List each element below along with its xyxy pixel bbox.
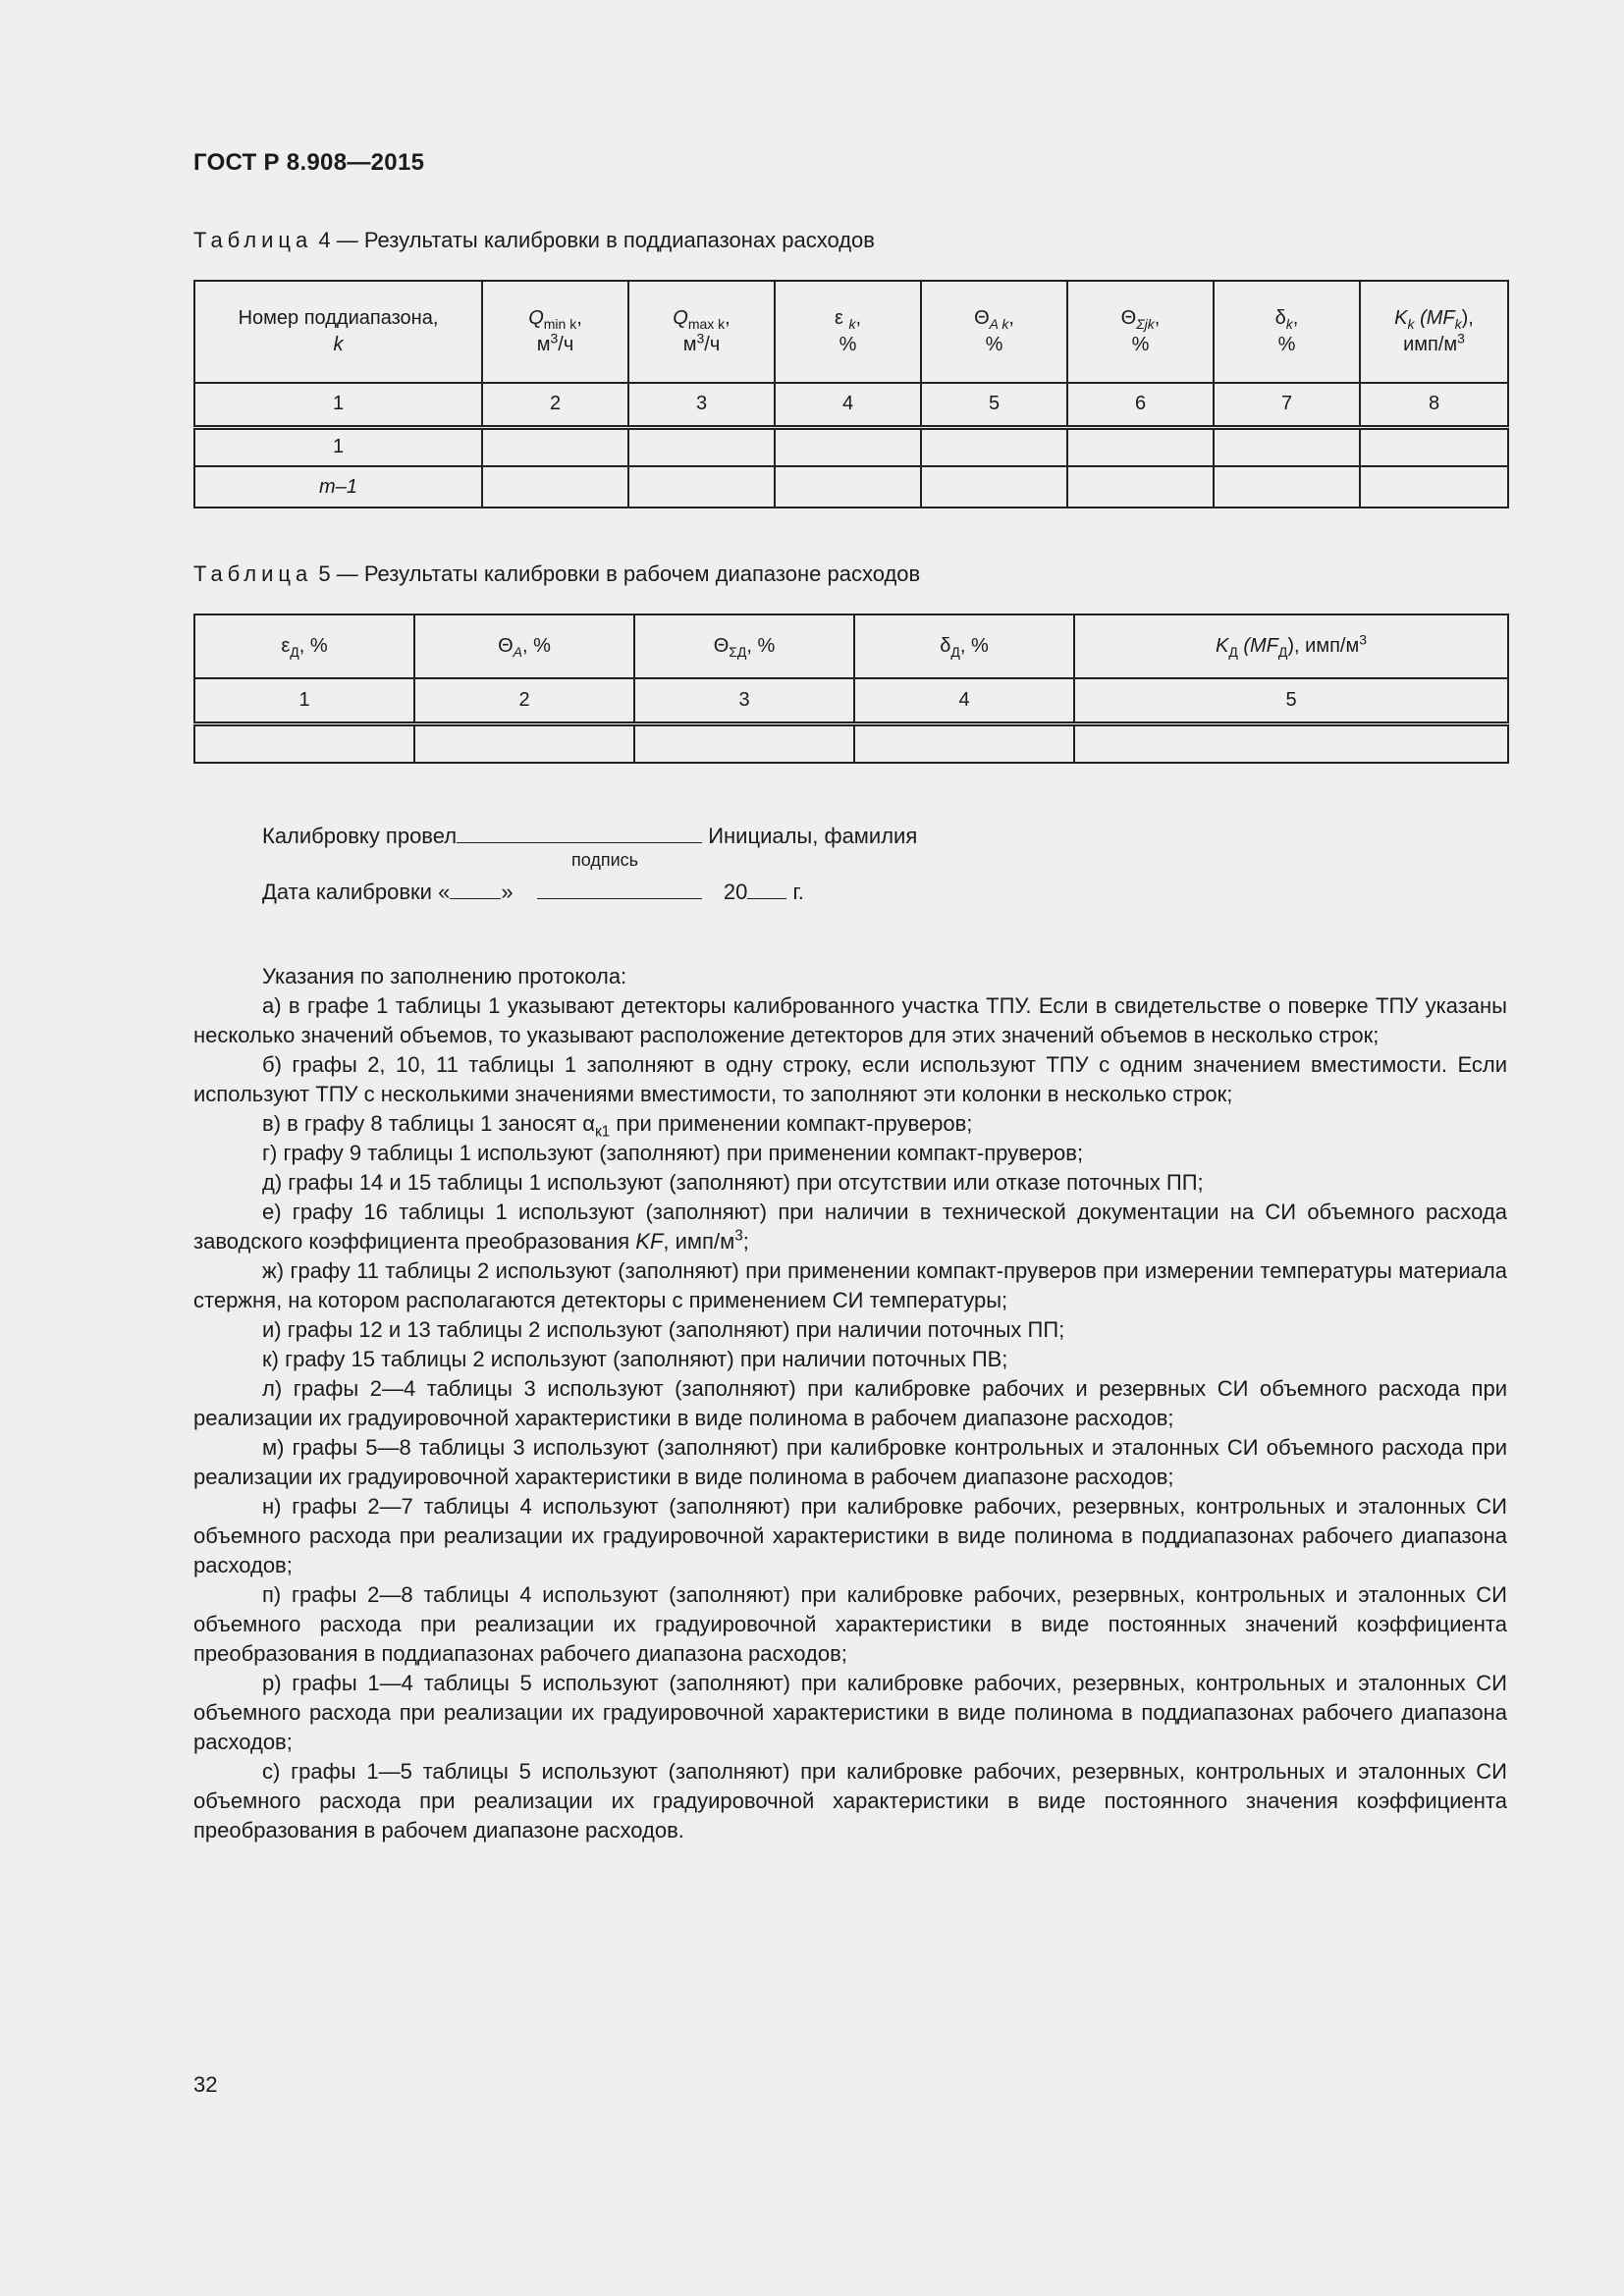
t5-num: 4 xyxy=(854,678,1074,723)
instruction-item: л) графы 2—4 таблицы 3 используют (заполняют) при калибровке рабочих и резервных СИ объемного расхода при реализации их градуировочной характеристики в виде полинома в рабочем диапазоне расходов; xyxy=(193,1376,1507,1430)
empty-cell xyxy=(1214,466,1360,507)
instruction-item: и) графы 12 и 13 таблицы 2 используют (заполняют) при наличии поточных ПП; xyxy=(262,1317,1065,1342)
t4-num: 5 xyxy=(921,383,1067,427)
t4-head-subrange: Номер поддиапазона, k xyxy=(194,281,482,383)
t4-head-epsilon: ε $_k$, % xyxy=(775,281,921,383)
t4-num: 8 xyxy=(1360,383,1508,427)
empty-cell xyxy=(775,427,921,466)
table4-header-row xyxy=(194,281,1508,383)
day-blank xyxy=(450,877,501,899)
empty-cell xyxy=(634,723,854,763)
instruction-item: б) графы 2, 10, 11 таблицы 1 заполняют в одну строку, если используют ТПУ с одним значением вместимости. Если используют ТПУ с несколькими значениями вместимости, то заполняют эти колонки в несколько строк; xyxy=(193,1052,1507,1106)
month-blank xyxy=(537,877,702,899)
signature-blank xyxy=(457,821,702,843)
table5-caption xyxy=(193,561,920,587)
t5-head-delta: $\delta_Д$, % xyxy=(854,614,1074,678)
t4-head-theta-sigma: $\Theta_{\Sigma jk}$, % xyxy=(1067,281,1214,383)
empty-cell xyxy=(1067,466,1214,507)
t4-head-qmin: $Q_{min k}$, $м^3/ч$ xyxy=(482,281,628,383)
table4-number-row xyxy=(194,383,1508,427)
t4-row-label: 1 xyxy=(194,427,482,466)
empty-cell xyxy=(921,427,1067,466)
instruction-item: в) в графу 8 таблицы 1 заносят $\alpha_{к1}$ при применении компакт-пруверов; xyxy=(262,1111,973,1141)
date-label: Дата калибровки « xyxy=(262,880,451,904)
table-row xyxy=(194,427,1508,466)
signature-caption: подпись xyxy=(571,850,639,870)
calibration-date-line: Дата калибровки « » 20 г. xyxy=(262,877,804,905)
t4-num: 2 xyxy=(482,383,628,427)
t4-num: 7 xyxy=(1214,383,1360,427)
table4-caption-text: 4 — Результаты калибровки в поддиапазонах расходов xyxy=(318,228,875,252)
t5-num: 1 xyxy=(194,678,414,723)
empty-cell xyxy=(921,466,1067,507)
t4-num: 4 xyxy=(775,383,921,427)
t5-num: 5 xyxy=(1074,678,1508,723)
table4-caption-word: Таблица xyxy=(193,228,313,252)
table-row xyxy=(194,723,1508,763)
instruction-item: г) графу 9 таблицы 1 используют (заполняют) при применении компакт-пруверов; xyxy=(262,1141,1084,1165)
empty-cell xyxy=(194,723,414,763)
empty-cell xyxy=(775,466,921,507)
t4-head-k: $K_k$ $(MF_k)$, имп/$м^3$ xyxy=(1360,281,1508,383)
table5-header-row xyxy=(194,614,1508,678)
table5 xyxy=(193,614,1509,764)
standard-header: ГОСТ Р 8.908—2015 xyxy=(193,149,425,176)
empty-cell xyxy=(414,723,634,763)
instruction-item: п) графы 2—8 таблицы 4 используют (заполняют) при калибровке рабочих, резервных, контрольных и эталонных СИ объемного расхода при реализации их градуировочной характеристики в виде постоянных значений коэффициента преобразования в поддиапазонах рабочего диапазона расходов; xyxy=(193,1582,1507,1666)
t4-row-label: m–1 xyxy=(194,466,482,507)
t5-num: 3 xyxy=(634,678,854,723)
t4-head-delta: $\delta_k$, % xyxy=(1214,281,1360,383)
instruction-item: р) графы 1—4 таблицы 5 используют (заполняют) при калибровке рабочих, резервных, контрольных и эталонных СИ объемного расхода при реализации их градуировочной характеристики в виде полинома в поддиапазонах рабочего диапазона расходов; xyxy=(193,1671,1507,1754)
instructions-heading: Указания по заполнению протокола: xyxy=(262,964,627,988)
t5-num: 2 xyxy=(414,678,634,723)
t5-head-k: $K_Д$ $(MF_Д)$, имп/$м^3$ xyxy=(1074,614,1508,678)
instruction-item: н) графы 2—7 таблицы 4 используют (заполняют) при калибровке рабочих, резервных, контрольных и эталонных СИ объемного расхода при реализации их градуировочной характеристики в виде полинома в поддиапазонах рабочего диапазона расходов; xyxy=(193,1494,1507,1577)
performed-by-line xyxy=(262,821,917,849)
instruction-item: д) графы 14 и 15 таблицы 1 используют (заполняют) при отсутствии или отказе поточных ПП; xyxy=(262,1170,1204,1195)
page-number: 32 xyxy=(193,2072,218,2097)
instruction-item: ж) графу 11 таблицы 2 используют (заполняют) при применении компакт-пруверов при измерении температуры материала стержня, на котором располагаются детекторы с применением СИ температуры; xyxy=(193,1258,1507,1312)
t4-head-theta-a: $\Theta_{A k}$, % xyxy=(921,281,1067,383)
table4-caption xyxy=(193,228,875,253)
empty-cell xyxy=(1074,723,1508,763)
instruction-item: м) графы 5—8 таблицы 3 используют (заполняют) при калибровке контрольных и эталонных СИ объемного расхода при реализации их градуировочной характеристики в виде полинома в рабочем диапазоне расходов; xyxy=(193,1435,1507,1489)
instruction-item: с) графы 1—5 таблицы 5 используют (заполняют) при калибровке рабочих, резервных, контрольных и эталонных СИ объемного расхода при реализации их градуировочной характеристики в виде постоянного значения коэффициента преобразования в рабочем диапазоне расходов. xyxy=(193,1759,1507,1842)
empty-cell xyxy=(628,466,775,507)
empty-cell xyxy=(1067,427,1214,466)
table5-caption-word: Таблица xyxy=(193,561,313,586)
table5-number-row xyxy=(194,678,1508,723)
table5-caption-text: 5 — Результаты калибровки в рабочем диапазоне расходов xyxy=(318,561,921,586)
empty-cell xyxy=(1214,427,1360,466)
initials-label: Инициалы, фамилия xyxy=(708,824,918,848)
table4 xyxy=(193,280,1509,508)
t4-num: 3 xyxy=(628,383,775,427)
t5-head-theta-a: $\Theta_A$, % xyxy=(414,614,634,678)
t4-num: 1 xyxy=(194,383,482,427)
instruction-item: а) в графе 1 таблицы 1 указывают детекторы калиброванного участка ТПУ. Если в свидетельстве о поверке ТПУ указаны несколько значений объемов, то указывают расположение детекторов для этих значений объемов в несколько строк; xyxy=(193,993,1507,1047)
empty-cell xyxy=(628,427,775,466)
empty-cell xyxy=(1360,466,1508,507)
empty-cell xyxy=(1360,427,1508,466)
performed-label: Калибровку провел xyxy=(262,824,458,848)
instruction-item: к) графу 15 таблицы 2 используют (заполняют) при наличии поточных ПВ; xyxy=(262,1347,1008,1371)
t5-head-epsilon: $\varepsilon_Д$, % xyxy=(194,614,414,678)
empty-cell xyxy=(482,466,628,507)
instruction-item: е) графу 16 таблицы 1 используют (заполняют) при наличии в технической документации на СИ объемного расхода заводского коэффициента преобразования KF, имп/$м^3$; xyxy=(193,1200,1507,1254)
filling-instructions xyxy=(193,962,1507,1845)
t4-head-qmax: $Q_{max k}$, $м^3/ч$ xyxy=(628,281,775,383)
t5-head-theta-sigma: $\Theta_{\Sigma Д}$, % xyxy=(634,614,854,678)
empty-cell xyxy=(854,723,1074,763)
t4-num: 6 xyxy=(1067,383,1214,427)
table-row xyxy=(194,466,1508,507)
year-blank xyxy=(747,877,786,899)
empty-cell xyxy=(482,427,628,466)
